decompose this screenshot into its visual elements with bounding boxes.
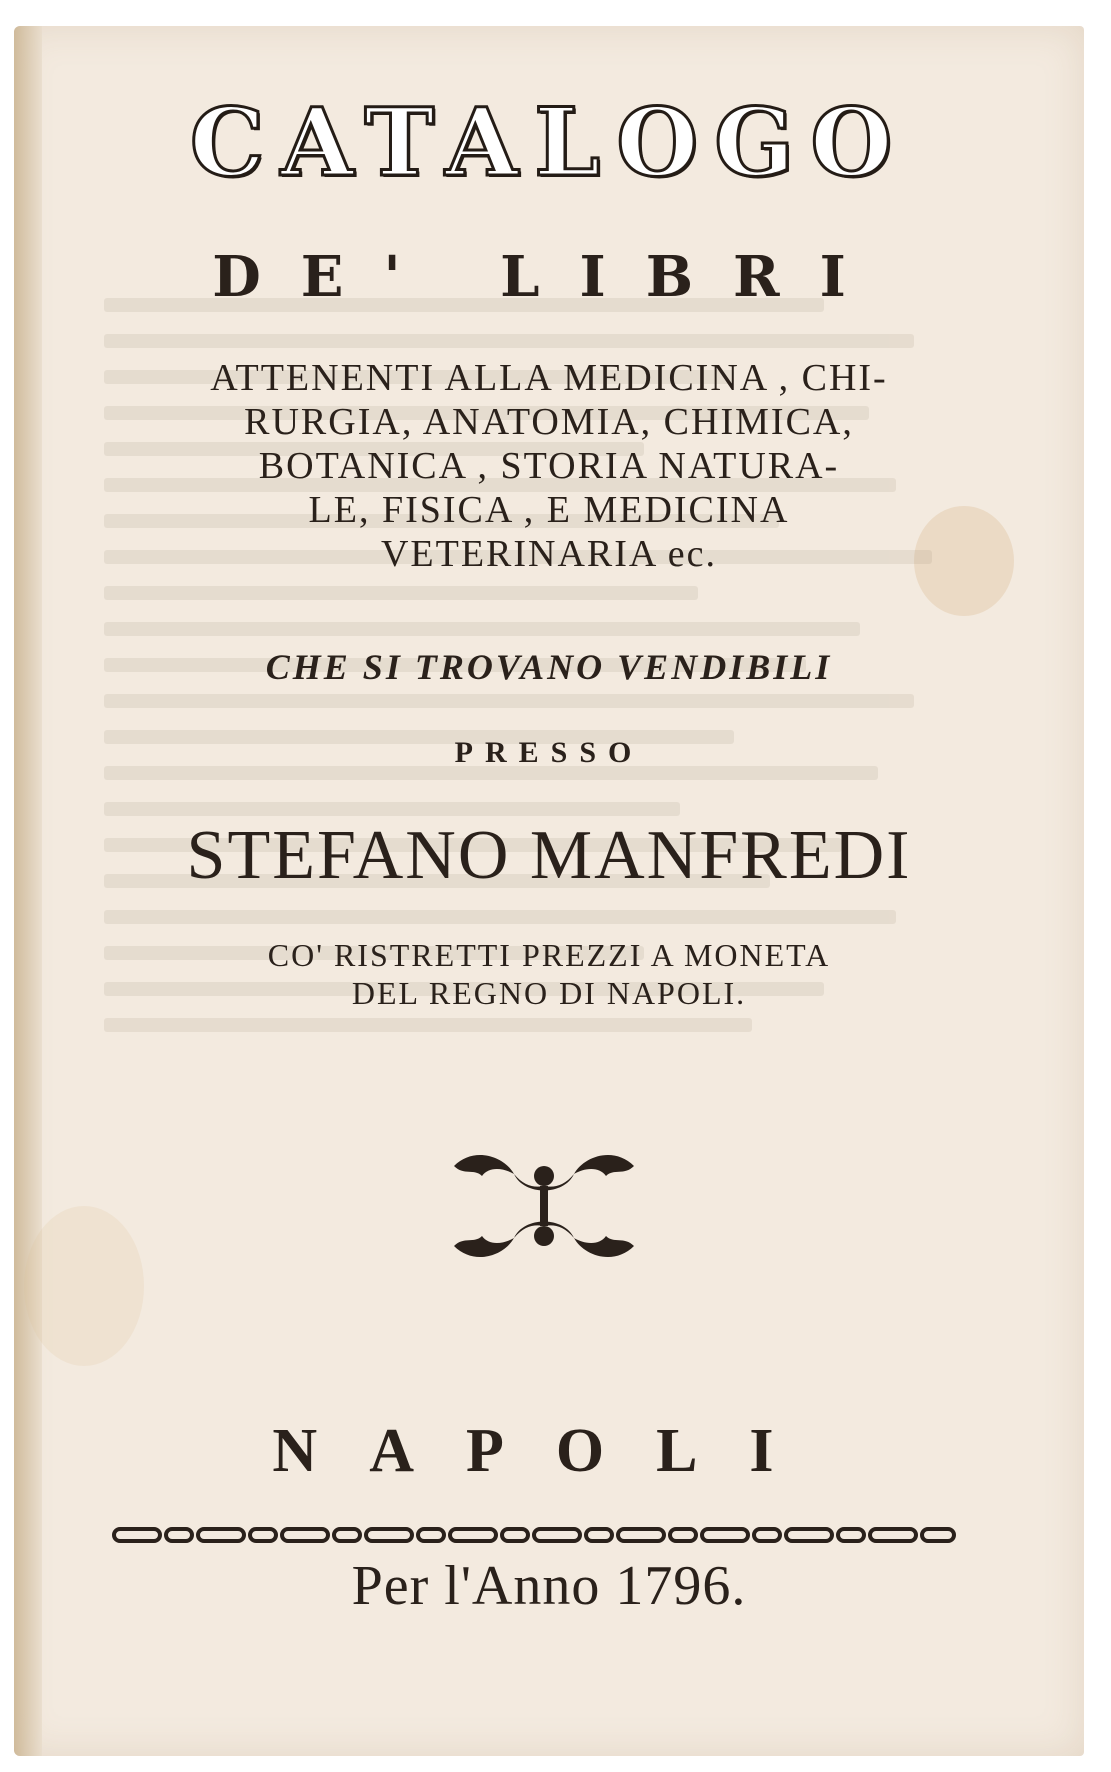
price-line: DEL REGNO DI NAPOLI. (351, 975, 747, 1011)
catalog-subtitle: DE' LIBRI (212, 244, 886, 310)
subject-block (14, 356, 1084, 576)
catalog-title: CATALOGO (189, 88, 909, 198)
availability-line: CHE SI TROVANO VENDIBILI (265, 647, 833, 687)
price-block (14, 936, 1084, 1012)
subject-line: BOTANICA , STORIA NATURA- (258, 445, 840, 487)
subject-line: ATTENENTI ALLA MEDICINA , CHI- (210, 357, 888, 399)
subject-line: VETERINARIA ec. (380, 533, 718, 575)
price-line: CO' RISTRETTI PREZZI A MONETA (267, 937, 831, 973)
year-line: Per l'Anno 1796. (351, 1555, 747, 1617)
subject-line: RURGIA, ANATOMIA, CHIMICA, (244, 401, 854, 443)
city-name: NAPOLI (272, 1417, 826, 1485)
printer-name: STEFANO MANFREDI (186, 817, 912, 894)
title-page (14, 26, 1084, 1756)
floral-ornament-icon (444, 1146, 644, 1266)
subject-line: LE, FISICA , E MEDICINA (308, 489, 790, 531)
decorative-chain-rule-icon (110, 1524, 960, 1546)
presso-line: PRESSO (454, 736, 644, 769)
